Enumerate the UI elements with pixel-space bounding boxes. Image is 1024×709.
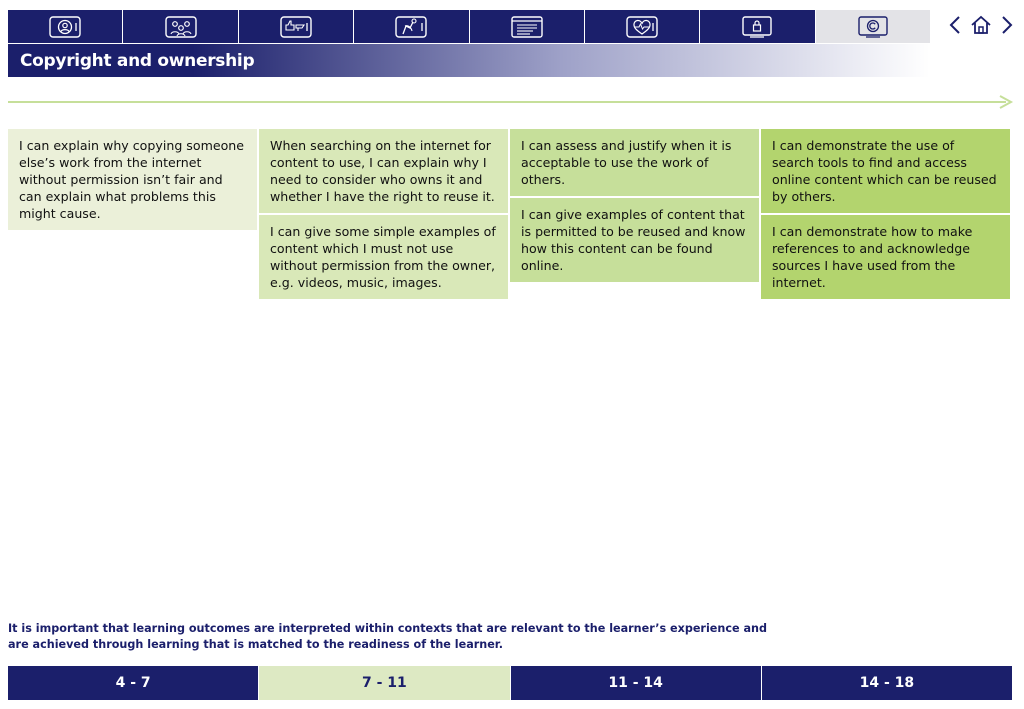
self-image-icon — [48, 15, 82, 39]
health-wellbeing-icon — [625, 15, 659, 39]
age-7-11-column — [259, 129, 508, 301]
outcome-card: I can explain why copying someone else’s work from the internet without permission isn’t fair and can explain what problems this might cause. — [8, 129, 257, 232]
chevron-left-icon — [946, 14, 964, 36]
managing-information-icon — [510, 15, 544, 39]
chevron-right-icon — [998, 14, 1016, 36]
age-group-4-7[interactable]: 4 - 7 — [8, 666, 259, 700]
page-title-bar — [8, 44, 930, 77]
online-reputation-icon — [279, 15, 313, 39]
age-4-7-column — [8, 129, 257, 232]
age-group-11-14[interactable]: 11 - 14 — [511, 666, 762, 700]
previous-page-button[interactable] — [946, 14, 964, 40]
outcome-card: I can demonstrate how to make references to and acknowledge sources I have used from the internet. — [761, 215, 1010, 301]
age-14-18-column — [761, 129, 1010, 301]
age-group-14-18[interactable]: 14 - 18 — [762, 666, 1012, 700]
age-group-bar — [8, 666, 1012, 700]
outcome-card: I can give some simple examples of content which I must not use without permission from the owner, e.g. videos, music, images. — [259, 215, 508, 301]
progression-arrow — [8, 94, 1014, 110]
page-title: Copyright and ownership — [20, 51, 255, 71]
outcome-card: I can assess and justify when it is acceptable to use the work of others. — [510, 129, 759, 198]
online-bullying-icon — [394, 15, 428, 39]
home-button[interactable] — [969, 13, 993, 41]
tab-copyright-ownership[interactable] — [816, 10, 930, 43]
tab-online-reputation[interactable] — [239, 10, 354, 43]
topic-tab-bar — [8, 10, 930, 43]
learning-outcomes-note: It is important that learning outcomes are interpreted within contexts that are relevant to the learner’s experience and are achieved through learning that is matched to the readiness of the learner. — [8, 622, 767, 651]
online-relationships-icon — [164, 15, 198, 39]
age-group-7-11[interactable]: 7 - 11 — [259, 666, 510, 700]
next-page-button[interactable] — [998, 14, 1016, 40]
copyright-icon — [856, 15, 890, 39]
tab-managing-information[interactable] — [470, 10, 585, 43]
tab-self-image[interactable] — [8, 10, 123, 43]
outcome-card: I can give examples of content that is permitted to be reused and know how this content can be found online. — [510, 198, 759, 284]
age-11-14-column — [510, 129, 759, 284]
tab-online-bullying[interactable] — [354, 10, 469, 43]
privacy-security-icon — [740, 15, 774, 39]
outcome-card: I can demonstrate the use of search tools to find and access online content which can be reused by others. — [761, 129, 1010, 215]
tab-privacy-security[interactable] — [700, 10, 815, 43]
page-navigation — [946, 12, 1016, 42]
outcome-card: When searching on the internet for content to use, I can explain why I need to consider who owns it and whether I have the right to reuse it. — [259, 129, 508, 215]
tab-online-relationships[interactable] — [123, 10, 238, 43]
home-icon — [969, 13, 993, 37]
tab-health-wellbeing[interactable] — [585, 10, 700, 43]
